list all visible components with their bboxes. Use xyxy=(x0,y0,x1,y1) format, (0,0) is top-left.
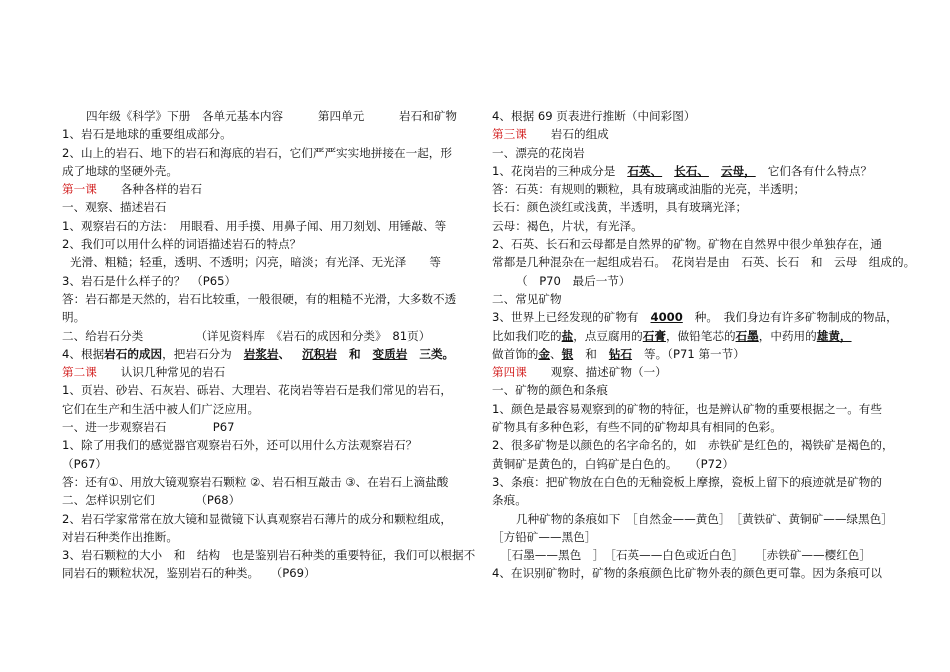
answer-feldspar: 长石：颜色淡红或浅黄，半透明，具有玻璃光泽； xyxy=(492,200,748,215)
para-2-line-2: 成了地球的坚硬外壳。 xyxy=(62,163,178,178)
answer-quartz: 答：石英：有规则的颗粒，具有玻璃或油脂的光亮，半透明； xyxy=(492,182,806,197)
streak-para-2: 条痕。 xyxy=(492,493,527,508)
text-fragment: 4、根据 xyxy=(62,346,105,361)
lesson-1-tag: 第一课 xyxy=(62,182,97,197)
reliability-para: 4、在识别矿物时，矿物的条痕颜色比矿物外表的颜色更可靠。因为条痕可以 xyxy=(492,566,882,581)
color-streak-heading: 一、矿物的颜色和条痕 xyxy=(492,383,608,398)
lesson-3-heading xyxy=(492,125,912,143)
observe-methods: 1、观察岩石的方法： 用眼看、用手摸、用鼻子闻、用刀刻划、用锤敲、等 xyxy=(62,218,447,233)
metamorphic-rock: 变质岩 xyxy=(372,346,408,361)
text-fragment: 比如我们吃的 xyxy=(492,328,562,343)
lesson-2-section-1: 一、进一步观察岩石 P67 xyxy=(62,420,235,435)
left-column xyxy=(62,107,476,583)
minerals-para-2: 常都是几种混杂在一起组成岩石。 花岗岩是由 石英、长石 和 云母 组成的。 xyxy=(492,255,916,270)
para-1: 1、岩石是地球的重要组成部分。 xyxy=(62,127,232,142)
igneous-rock: 岩浆岩 xyxy=(243,346,279,361)
page-ref-p67: （P67） xyxy=(62,456,107,471)
product-graphite: 石墨 xyxy=(735,328,759,343)
lesson-1-heading xyxy=(62,180,470,198)
product-gypsum: 石膏 xyxy=(642,328,666,343)
common-minerals-heading: 二、常见矿物 xyxy=(492,291,562,306)
mineral-products-2: 做首饰的金、银 和 钻石 等。（P71 第一节） xyxy=(492,346,745,361)
and-word: 和 xyxy=(348,346,361,361)
granite-components xyxy=(492,162,912,180)
lesson-2-section-2: 二、怎样识别它们 （P68） xyxy=(62,493,241,508)
text-fragment: 做首饰的 xyxy=(492,346,539,361)
lesson-3-name: 岩石的组成 xyxy=(550,127,609,142)
minerals-para-1: 2、石英、长石和云母都是自然界的矿物。矿物在自然界中很少单独存在，通 xyxy=(492,237,882,252)
lesson-4-name: 观察、描述矿物（一） xyxy=(550,365,667,380)
lesson-2-name: 认识几种常见的岩石 xyxy=(120,365,226,380)
right-column xyxy=(492,107,916,583)
text-fragment: ，把岩石分为 xyxy=(162,346,232,361)
lesson-2-heading xyxy=(62,363,470,381)
sedimentary-rock: 沉积岩 xyxy=(302,346,337,361)
mineral-quartz: 石英、 xyxy=(627,163,663,178)
and-word: 和 xyxy=(585,346,597,361)
lesson-2-tag: 第二课 xyxy=(62,365,97,380)
three-types: 三类 xyxy=(419,346,443,361)
mineral-count xyxy=(492,308,912,326)
answer-rock-look-2: 明。 xyxy=(62,310,86,325)
section-1-heading: 一、观察、描述岩石 xyxy=(62,200,167,215)
text-fragment: 它们各有什么特点？ xyxy=(767,163,873,178)
grain-para-2: 同岩石的颗粒状况，鉴别岩石的种类。 （P69） xyxy=(62,566,316,581)
para-2-line-1: 2、山上的岩石、地下的岩石和海底的岩石，它们严严实实地拼接在一起，形 xyxy=(62,145,452,160)
mineral-count-number: 4000 xyxy=(650,310,683,325)
product-realgar: 雄黄， xyxy=(816,328,852,343)
mineral-mica: 云母， xyxy=(720,163,756,178)
lesson-4-heading xyxy=(492,363,912,381)
text-fragment: ，中药用的 xyxy=(758,328,817,343)
streak-para-1: 3、条痕：把矿物放在白色的无釉瓷板上摩擦，瓷板上留下的痕迹就是矿物的 xyxy=(492,474,882,489)
answer-words: 光滑、粗糙；轻重，透明、不透明；闪亮，暗淡；有光泽、无光泽 等 xyxy=(70,255,442,270)
text-fragment: 1、花岗岩的三种成分是 xyxy=(492,163,616,178)
other-methods-question: 1、除了用我们的感觉器官观察岩石外，还可以用什么方法观察岩石？ xyxy=(62,438,418,453)
text-fragment: 3、世界上已经发现的矿物有 xyxy=(492,310,639,325)
product-silver: 银 xyxy=(561,346,574,361)
text-fragment: 种。 我们身边有许多矿物制成的物品， xyxy=(694,310,898,325)
text-fragment: ，点豆腐用的 xyxy=(573,328,643,343)
color-para-2: 矿物具有多种色彩，有些不同的矿物却具有相同的色彩。 xyxy=(492,420,782,435)
infer-table: 4、根据 69 页表进行推断（中间彩图） xyxy=(492,109,696,123)
product-gold: 金 xyxy=(538,346,550,361)
geologist-para-2: 对岩石种类作出推断。 xyxy=(62,529,178,544)
lesson-3-tag: 第三课 xyxy=(492,127,527,142)
product-salt: 盐 xyxy=(561,328,574,343)
lesson-4-tag: 第四课 xyxy=(492,365,527,380)
product-diamond: 钻石 xyxy=(608,346,633,361)
streak-list-3: ［石墨——黑色 ］ ［石英——白色或近白色］ ［赤铁矿——樱红色］ xyxy=(500,548,871,563)
common-rocks-2: 它们在生产和生活中被人们广泛应用。 xyxy=(62,401,260,416)
streak-list-1: 几种矿物的条痕如下 ［自然金——黄色］ ［黄铁矿、黄铜矿——绿黑色］ xyxy=(516,511,893,526)
question-words: 2、我们可以用什么样的词语描述岩石的特点？ xyxy=(62,237,302,252)
answer-rock-look-1: 答：岩石都是天然的，岩石比较重，一般很硬，有的粗糙不光滑，大多数不透 xyxy=(62,291,457,306)
lesson-1-name: 各种各样的岩石 xyxy=(120,182,202,197)
mineral-feldspar: 长石、 xyxy=(674,163,709,178)
rock-classification: 4、根据岩石的成因，把岩石分为 岩浆岩、 沉积岩 和 变质岩 三类。 xyxy=(62,346,455,361)
text-fragment: 等。（P71 第一节） xyxy=(644,346,745,361)
streak-list-2: ［方铅矿——黑色］ xyxy=(492,529,597,544)
mineral-products-1 xyxy=(492,327,912,345)
section-2-heading: 二、给岩石分类 （详见资料库 《岩石的成因和分类》 81页） xyxy=(62,328,431,343)
color-para-1: 1、颜色是最容易观察到的矿物的特征，也是辨认矿物的重要根据之一。有些 xyxy=(492,401,882,416)
naming-para-2: 黄铜矿是黄色的，白钨矿是白色的。 （P72） xyxy=(492,456,735,471)
rock-origin-key: 岩石的成因 xyxy=(104,346,163,361)
question-rock-look: 3、岩石是什么样子的？ （P65） xyxy=(62,273,237,288)
common-rocks-1: 1、页岩、砂岩、石灰岩、砾岩、大理岩、花岗岩等岩石是我们常见的岩石， xyxy=(62,383,452,398)
text-fragment: ，做铅笔芯的 xyxy=(665,328,736,343)
grain-para-1: 3、岩石颗粒的大小 和 结构 也是鉴别岩石种类的重要特征，我们可以根据不 xyxy=(62,548,476,563)
geologist-para-1: 2、岩石学家常常在放大镜和显微镜下认真观察岩石薄片的成分和颗粒组成， xyxy=(62,511,452,526)
other-methods-answer: 答：还有①、用放大镜观察岩石颗粒 ②、岩石相互敲击 ③、在岩石上滴盐酸 xyxy=(62,474,449,489)
naming-para-1: 2、很多矿物是以颜色的名字命名的，如 赤铁矿是红色的，褐铁矿是褐色的， xyxy=(492,438,894,453)
doc-title: 四年级《科学》下册 各单元基本内容 第四单元 岩石和矿物 xyxy=(86,109,458,123)
page-ref-p70: （ P70 最后一节） xyxy=(516,273,631,288)
answer-mica: 云母：褐色，片状，有光泽。 xyxy=(492,218,643,233)
granite-heading: 一、漂亮的花岗岩 xyxy=(492,145,585,160)
